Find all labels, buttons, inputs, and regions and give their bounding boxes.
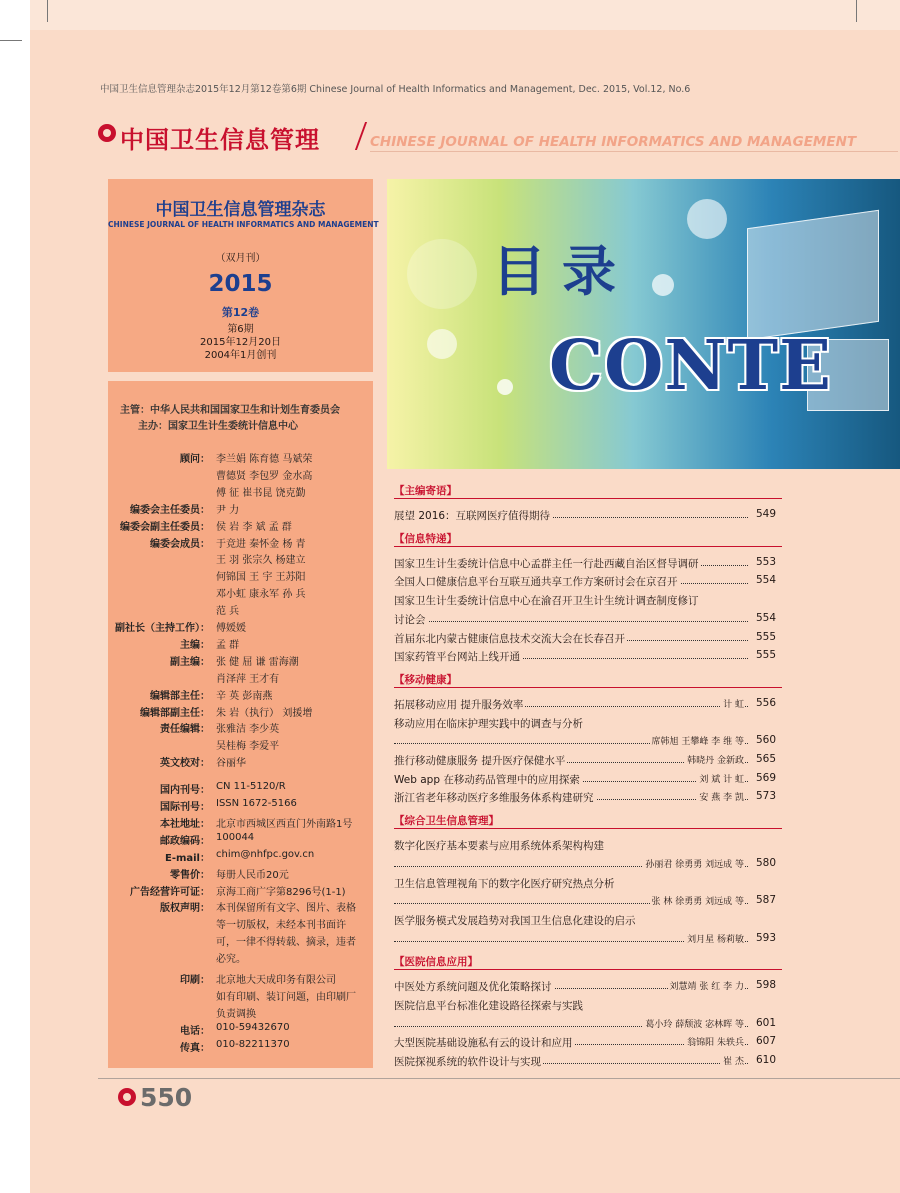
masthead-value: 曹德贤 李包罗 金水高: [216, 470, 313, 482]
toc-entry-page: 554: [748, 612, 776, 624]
crop-mark: [47, 0, 48, 22]
banner-bubble: [427, 329, 457, 359]
masthead-label: 编委会副主任委员：: [120, 521, 210, 533]
masthead-value: 100044: [216, 831, 255, 843]
journal-logo-bar: [98, 120, 898, 156]
section-rule: [394, 969, 782, 970]
page-number: 550: [140, 1083, 193, 1112]
masthead-value: 侯 岩 李 斌 孟 群: [216, 521, 292, 533]
toc-entry[interactable]: [394, 574, 776, 589]
toc-entry[interactable]: [394, 1035, 776, 1050]
masthead-value: 010-82211370: [216, 1038, 290, 1050]
banner-photo-panel: [747, 210, 879, 341]
masthead-value: 张雅洁 李少英: [216, 724, 280, 736]
toc-entry[interactable]: [394, 790, 776, 805]
toc-section-heading: 【主编寄语】: [394, 485, 457, 497]
masthead-value: 每册人民币20元: [216, 869, 289, 881]
contents-title-english: CONTE: [549, 326, 832, 406]
toc-entry[interactable]: [394, 612, 776, 627]
masthead-value: CN 11-5120/R: [216, 781, 286, 793]
toc-entry[interactable]: [394, 1054, 776, 1069]
toc-entry[interactable]: [394, 894, 776, 909]
masthead-value: 京海工商广字第8296号(1-1): [216, 886, 346, 898]
masthead-label: 版权声明：: [160, 903, 210, 915]
banner-bubble: [652, 274, 674, 296]
masthead-label: 责任编辑：: [160, 724, 210, 736]
journal-info-box: [108, 179, 379, 372]
toc-entry-title: 移动应用在临床护理实践中的调查与分析: [394, 717, 583, 730]
toc-entry-title: 浙江省老年移动医疗多维服务体系构建研究: [394, 792, 594, 805]
contents-banner: [387, 179, 900, 469]
toc-section-heading: 【综合卫生信息管理】: [394, 815, 499, 828]
section-rule: [394, 498, 782, 499]
toc-entry-title: Web app 在移动药品管理中的应用探索: [394, 773, 580, 786]
masthead-label: 顾问：: [180, 454, 210, 465]
toc-entry-author: 席韩旭 王攀峰 李 维 等: [650, 734, 744, 747]
toc-entry[interactable]: [394, 631, 776, 646]
masthead-value: 负责调换: [216, 1008, 256, 1020]
toc-entry[interactable]: [394, 876, 776, 891]
toc-entry-page: 565: [748, 753, 776, 765]
toc-entry-title: 医院探视系统的软件设计与实现: [394, 1056, 541, 1069]
toc-entry-page: 555: [748, 631, 776, 643]
founded-date: 2004年1月创刊: [204, 350, 277, 361]
header-rule: [370, 151, 898, 152]
margin-top: [30, 0, 900, 30]
masthead-label: 副社长（主持工作）：: [115, 623, 210, 634]
toc-entry-title: 国家药管平台网站上线开通: [394, 651, 520, 664]
volume-number: 第12卷: [221, 306, 260, 319]
masthead-value: 可，一律不得转载、摘录，违者: [216, 937, 356, 949]
masthead-value: 北京市西城区西直门外南路1号: [216, 818, 353, 830]
toc-entry-page: 607: [748, 1035, 776, 1047]
masthead-value: 王 羽 张宗久 杨建立: [216, 555, 306, 567]
toc-entry[interactable]: [394, 697, 776, 712]
contents-title-chinese: 目录: [492, 240, 632, 303]
masthead-value: 孟 群: [216, 639, 240, 651]
toc-entry-page: 601: [748, 1017, 776, 1029]
section-rule: [394, 828, 782, 829]
banner-bubble: [407, 239, 477, 309]
toc-entry-page: 549: [748, 508, 776, 520]
toc-entry[interactable]: [394, 753, 776, 768]
page-logo-icon: [118, 1088, 136, 1106]
masthead-value: 肖泽萍 王才有: [216, 673, 280, 685]
masthead-value: 必究。: [216, 954, 246, 966]
toc-section-heading: 【医院信息应用】: [394, 956, 478, 969]
masthead-value: 傅媛媛: [216, 623, 246, 634]
toc-entry-page: 569: [748, 772, 776, 784]
toc-entry-author: 张 林 徐勇勇 刘远成 等: [650, 894, 744, 907]
toc-entry-page: 556: [748, 697, 776, 709]
issue-date: 2015年12月20日: [200, 337, 281, 348]
masthead-value: ISSN 1672-5166: [216, 798, 297, 809]
section-rule: [394, 687, 782, 688]
masthead-label: E-mail：: [164, 852, 210, 864]
toc-entry[interactable]: [394, 1017, 776, 1032]
toc-entry-title: 大型医院基础设施私有云的设计和应用: [394, 1037, 573, 1050]
masthead-value: 张 健 屈 谦 雷海潮: [216, 656, 299, 668]
toc-entry-title: 国家卫生计生委统计信息中心孟群主任一行赴西藏自治区督导调研: [394, 557, 699, 570]
toc-section-heading: 【移动健康】: [394, 673, 457, 686]
journal-title: 中国卫生信息管理杂志: [155, 200, 326, 220]
margin-left: [0, 30, 30, 1193]
publication-year: 2015: [208, 271, 273, 297]
issue-number: 第6期: [227, 324, 254, 335]
crop-mark: [0, 40, 22, 41]
toc-entry[interactable]: [394, 838, 776, 853]
toc-entry-page: 593: [748, 932, 776, 944]
masthead-value: 朱 岩（执行） 刘援增: [216, 707, 313, 719]
masthead-label: 印刷：: [180, 975, 210, 986]
masthead-value: 邓小虹 康永军 孙 兵: [216, 589, 306, 601]
toc-entry[interactable]: [394, 556, 776, 571]
masthead-value: 北京地大天成印务有限公司: [216, 975, 336, 986]
masthead-value: chim@nhfpc.gov.cn: [216, 848, 315, 860]
toc-entry-page: 554: [748, 574, 776, 586]
masthead-label: 邮政编码：: [160, 835, 210, 847]
banner-bubble: [497, 379, 513, 395]
masthead-label: 本社地址：: [160, 818, 210, 830]
toc-entry[interactable]: [394, 508, 776, 523]
toc-entry-page: 573: [748, 790, 776, 802]
masthead-value: 傅 征 崔书昆 饶克勤: [216, 487, 306, 499]
toc-entry[interactable]: [394, 998, 776, 1013]
section-rule: [394, 546, 782, 547]
toc-entry-page: 598: [748, 979, 776, 991]
journal-logo-english: CHINESE JOURNAL OF HEALTH INFORMATICS AND MANAGEMENT: [370, 134, 857, 150]
masthead-supervisor: 主管：中华人民共和国国家卫生和计划生育委员会: [120, 405, 340, 416]
toc-entry-title: 推行移动健康服务 提升医疗保健水平: [394, 755, 566, 767]
masthead-label: 编委会成员：: [150, 538, 210, 550]
toc-entry-page: 560: [748, 734, 776, 746]
toc-entry[interactable]: [394, 716, 776, 731]
toc-entry-page: 555: [748, 649, 776, 661]
footer-rule: [98, 1078, 900, 1079]
masthead-label: 零售价：: [170, 869, 210, 881]
masthead-label: 副主编：: [170, 656, 210, 668]
masthead-value: 尹 力: [216, 504, 240, 516]
masthead-label: 国际刊号：: [160, 802, 210, 813]
toc-entry-title: 医院信息平台标准化建设路径探索与实践: [394, 1000, 583, 1012]
toc-section-heading: 【信息特递】: [394, 532, 457, 545]
publication-frequency: （双月刊）: [215, 253, 266, 264]
toc-entry-title: 卫生信息管理视角下的数字化医疗研究热点分析: [394, 877, 615, 890]
toc-entry-page: 587: [748, 894, 776, 906]
masthead-value: 010-59432670: [216, 1021, 290, 1033]
toc-entry-title: 拓展移动应用 提升服务效率: [394, 698, 524, 711]
masthead-value: 吴桂梅 李爱平: [216, 741, 280, 753]
masthead-box: [108, 381, 373, 1068]
masthead-value: 辛 英 彭南燕: [216, 690, 273, 702]
masthead-sponsor: 主办：国家卫生计生委统计信息中心: [138, 421, 298, 432]
masthead-value: 何锦国 王 宇 王苏阳: [216, 572, 306, 584]
journal-title-english: CHINESE JOURNAL OF HEALTH INFORMATICS AND MANAGEMENT: [108, 220, 379, 229]
toc-entry[interactable]: [394, 734, 776, 749]
masthead-value: 李兰娟 陈育德 马斌荣: [216, 454, 313, 465]
masthead-value: 谷丽华: [216, 758, 246, 770]
toc-entry-page: 580: [748, 857, 776, 869]
toc-entry[interactable]: [394, 979, 776, 994]
toc-entry-author: 刘慧靖 张 红 李 力: [668, 979, 744, 992]
toc-entry-title: 中医处方系统问题及优化策略探讨: [394, 981, 552, 994]
masthead-label: 主编：: [180, 639, 210, 651]
toc-entry-title: 全国人口健康信息平台互联互通共享工作方案研讨会在京召开: [394, 576, 678, 589]
crop-mark: [856, 0, 857, 22]
toc-entry[interactable]: [394, 772, 776, 787]
toc-entry-author: 葛小玲 薛颓波 宓林晖 等: [643, 1017, 744, 1030]
toc-entry-author: 崔 杰: [721, 1054, 744, 1067]
banner-bubble: [687, 199, 727, 239]
masthead-label: 编辑部副主任：: [140, 707, 210, 719]
masthead-label: 编辑部主任：: [150, 690, 210, 702]
toc-entry-title: 展望 2016：互联网医疗值得期待: [394, 510, 551, 522]
toc-entry-author: 刘 斌 计 虹: [697, 772, 744, 785]
toc-entry-title: 首届东北内蒙古健康信息技术交流大会在长春召开: [394, 632, 625, 645]
masthead-label: 传真：: [180, 1042, 210, 1054]
masthead-label: 编委会主任委员：: [130, 504, 210, 516]
masthead-value: 本刊保留所有文字、图片、表格: [216, 903, 356, 915]
toc-entry-title: 数字化医疗基本要素与应用系统体系架构构建: [394, 840, 604, 853]
journal-logo-icon: [98, 124, 116, 142]
toc-entry-author: 刘月星 杨莉敏: [685, 932, 744, 945]
toc-entry-title: 国家卫生计生委统计信息中心在渝召开卫生计生统计调查制度修订: [394, 595, 699, 608]
masthead-label: 国内刊号：: [160, 785, 210, 797]
toc-entry-page: 553: [748, 556, 776, 568]
toc-entry-author: 翁锦阳 朱轶兵: [685, 1035, 744, 1048]
toc-entry-title: 医学服务模式发展趋势对我国卫生信息化建设的启示: [394, 914, 636, 927]
masthead-label: 广告经营许可证：: [130, 886, 210, 898]
toc-entry[interactable]: [394, 932, 776, 947]
masthead-label: 电话：: [180, 1025, 210, 1037]
toc-entry-author: 计 虹: [721, 697, 744, 710]
leader-dots: [394, 621, 776, 622]
masthead-label: 英文校对：: [160, 758, 210, 770]
toc-entry[interactable]: [394, 593, 776, 608]
toc-entry-author: 孙丽君 徐勇勇 刘远成 等: [643, 857, 744, 870]
masthead-value: 如有印刷、装订问题，由印刷厂: [216, 991, 356, 1003]
toc-entry[interactable]: [394, 913, 776, 928]
toc-entry[interactable]: [394, 649, 776, 664]
masthead-value: 等一切版权，未经本刊书面许: [216, 920, 346, 932]
running-header: 中国卫生信息管理杂志2015年12月第12卷第6期 Chinese Journal of Health Informatics and Management, Dec. 2015, Vol.12, No.6: [100, 84, 691, 95]
toc-entry-author: 韩晓丹 金新政: [685, 753, 744, 766]
toc-entry-title: 讨论会: [394, 613, 426, 626]
toc-entry[interactable]: [394, 857, 776, 872]
masthead-value: 范 兵: [216, 606, 240, 618]
journal-logo-title: 中国卫生信息管理: [120, 126, 320, 154]
toc-entry-page: 610: [748, 1054, 776, 1066]
logo-divider: [355, 122, 367, 150]
masthead-value: 于竞进 秦怀金 杨 青: [216, 538, 306, 550]
toc-entry-author: 安 燕 李 凯: [697, 790, 744, 803]
